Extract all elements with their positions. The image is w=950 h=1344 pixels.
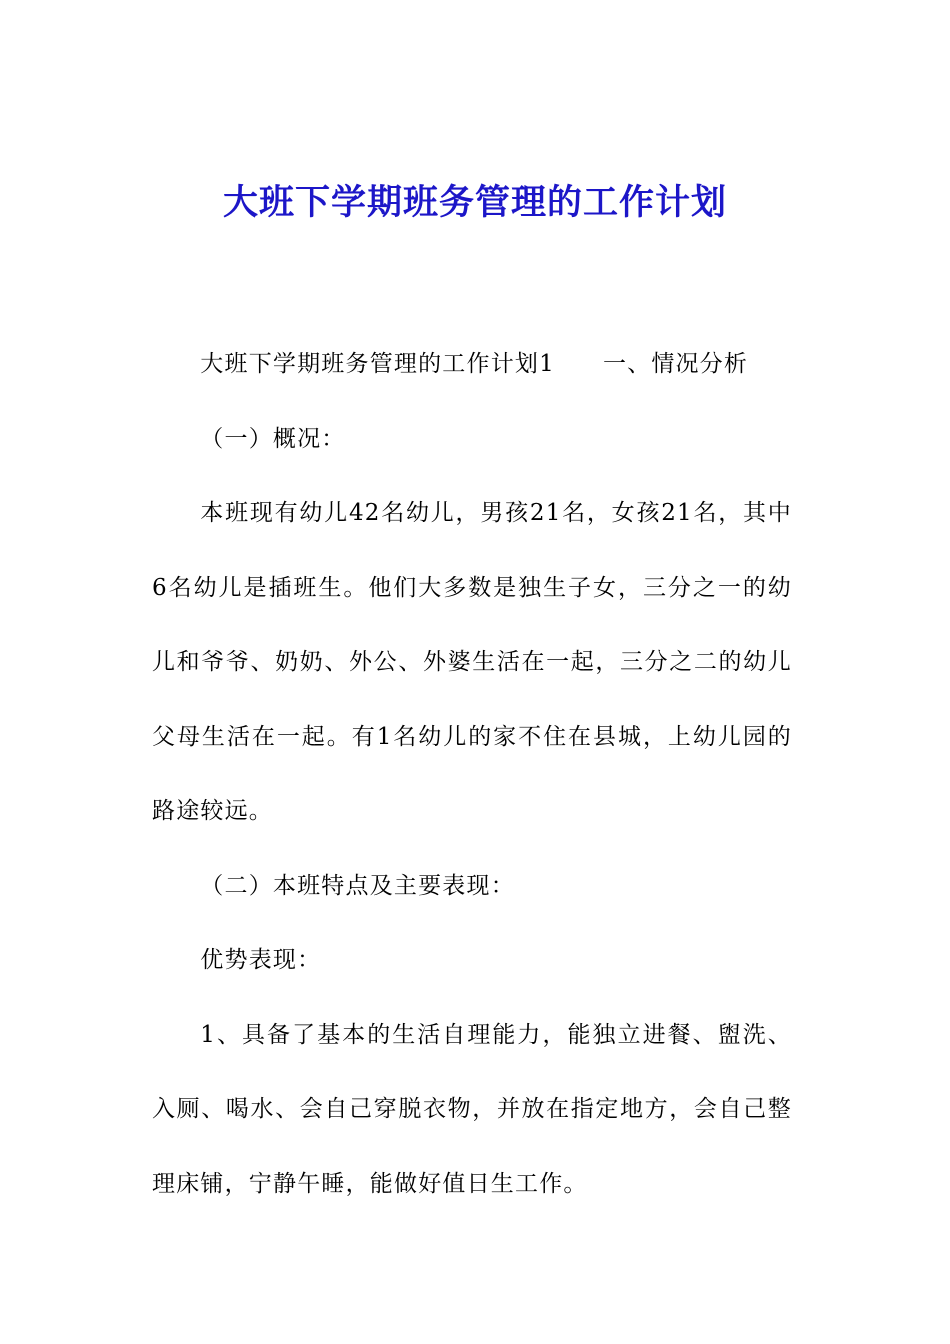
- section-heading: 一、情况分析: [602, 351, 749, 377]
- plan-heading: 大班下学期班务管理的工作计划1: [200, 351, 555, 377]
- subheading-features: （二）本班特点及主要表现：: [200, 872, 515, 899]
- subheading-overview: （一）概况：: [200, 425, 346, 452]
- paragraph-heading-line: [152, 327, 792, 402]
- document-body: [152, 327, 792, 1221]
- document-title: 大班下学期班务管理的工作计划: [222, 183, 727, 223]
- paragraph-strength-1: 1、具备了基本的生活自理能力，能独立进餐、盥洗、入厕、喝水、会自己穿脱衣物，并放在指定地方，会自己整理床铺，宁静午睡，能做好值日生工作。: [152, 1021, 792, 1197]
- subheading-strengths: 优势表现：: [200, 947, 322, 973]
- paragraph-overview: 本班现有幼儿42名幼儿，男孩21名，女孩21名，其中6名幼儿是插班生。他们大多数是独生子女，三分之一的幼儿和爷爷、奶奶、外公、外婆生活在一起，三分之二的幼儿父母生活在一起。有1名幼儿的家不住在县城，上幼儿园的路途较远。: [152, 500, 792, 824]
